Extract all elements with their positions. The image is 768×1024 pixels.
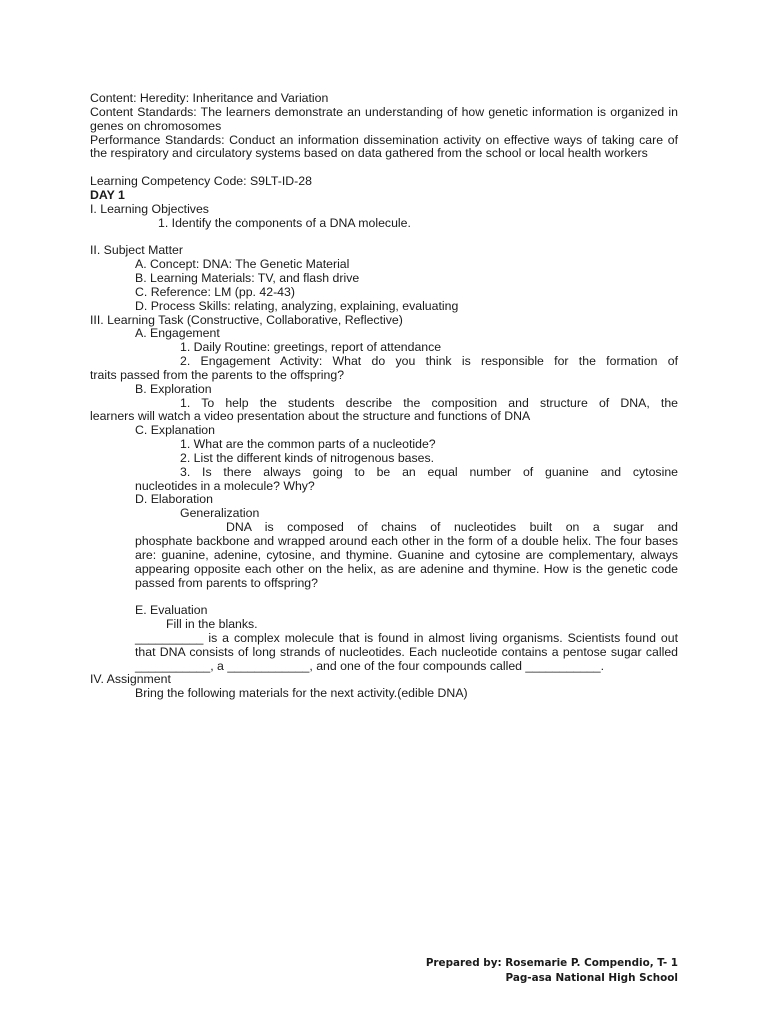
subject-matter-item: B. Learning Materials: TV, and flash drive	[135, 270, 360, 285]
assignment-heading: IV. Assignment	[90, 672, 171, 687]
generalization-first: DNA is composed of chains of nucleotides built on a sugar and	[226, 520, 678, 535]
engagement-label: A. Engagement	[135, 326, 220, 341]
elaboration-label: D. Elaboration	[135, 492, 213, 507]
exploration-label: B. Exploration	[135, 381, 212, 396]
generalization-rest: phosphate backbone and wrapped around each other in the form of a double helix. The four bases are: guanine, adenine, cytosine, and thymine. Guanine and cytosine are complementary, always appearing opposite each other on the helix, as are adenine and thymine. How is the genetic code passed from parents to offspring?	[135, 534, 678, 590]
spacer	[90, 230, 678, 244]
content-line: Content: Heredity: Inheritance and Variation	[90, 91, 329, 105]
engagement-routine: 1. Daily Routine: greetings, report of attendance	[180, 340, 442, 355]
school-name: Pag-asa National High School	[505, 972, 678, 984]
subject-matter-heading: II. Subject Matter	[90, 243, 183, 258]
generalization-label: Generalization	[180, 506, 260, 521]
spacer	[90, 161, 678, 175]
evaluation-label: E. Evaluation	[135, 603, 208, 618]
subject-matter-item: C. Reference: LM (pp. 42-43)	[135, 284, 295, 299]
subject-matter-item: A. Concept: DNA: The Genetic Material	[135, 257, 350, 272]
explanation-q1: 1. What are the common parts of a nucleotide?	[180, 437, 436, 452]
spacer	[90, 590, 678, 604]
explanation-q3-first: 3. Is there always going to be an equal number of guanine and cytosine	[180, 464, 678, 479]
day-heading: DAY 1	[90, 187, 125, 202]
evaluation-instruction: Fill in the blanks.	[166, 617, 258, 632]
engagement-activity-rest: traits passed from the parents to the offspring?	[90, 367, 345, 382]
subject-matter-item: D. Process Skills: relating, analyzing, explaining, evaluating	[135, 298, 459, 313]
content-standards: Content Standards: The learners demonstrate an understanding of how genetic information is organized in genes on chromosomes	[90, 104, 678, 133]
prepared-by: Prepared by: Rosemarie P. Compendio, T- 1	[425, 957, 678, 969]
competency-code: Learning Competency Code: S9LT-ID-28	[90, 174, 312, 189]
objectives-heading: I. Learning Objectives	[90, 201, 209, 216]
objective-item: 1. Identify the components of a DNA molecule.	[158, 215, 411, 230]
explanation-q3-rest: nucleotides in a molecule? Why?	[135, 478, 315, 493]
lesson-plan-document	[90, 92, 678, 701]
evaluation-fill-in-text: __________ is a complex molecule that is found in almost living organisms. Scientists found out that DNA consists of long strands of nucleotides. Each nucleotide contains a pentose sugar called ___________, a ____________, and one of the four compounds called ___________.	[135, 630, 678, 673]
footer	[426, 956, 678, 986]
engagement-activity-first: 2. Engagement Activity: What do you think is responsible for the formation of	[180, 354, 678, 369]
learning-task-heading: III. Learning Task (Constructive, Collaborative, Reflective)	[90, 312, 403, 327]
explanation-label: C. Explanation	[135, 423, 215, 438]
performance-standards: Performance Standards: Conduct an information dissemination activity on effective ways of taking care of the respiratory and circulatory systems based on data gathered from the school or local health workers	[90, 132, 678, 161]
explanation-q2: 2. List the different kinds of nitrogenous bases.	[180, 450, 435, 465]
exploration-rest: learners will watch a video presentation about the structure and functions of DNA	[90, 409, 531, 424]
assignment-text: Bring the following materials for the next activity.(edible DNA)	[135, 686, 468, 701]
exploration-first: 1. To help the students describe the composition and structure of DNA, the	[180, 395, 678, 410]
